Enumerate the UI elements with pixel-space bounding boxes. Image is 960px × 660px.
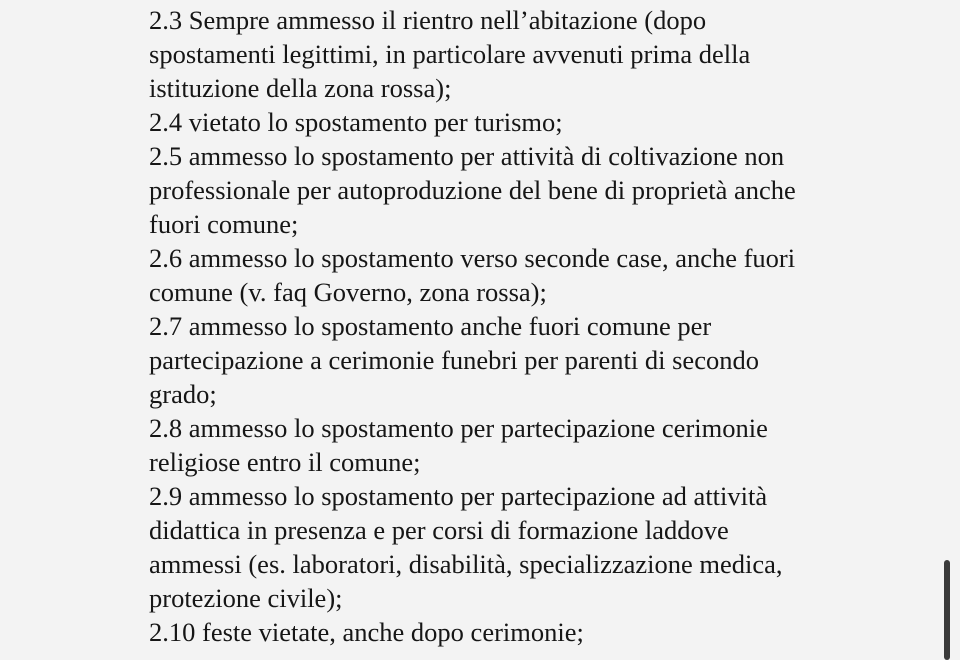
vertical-scrollbar[interactable] [944, 560, 950, 660]
text-line: spostamenti legittimi, in particolare avvenuti prima della [149, 39, 751, 69]
text-line: didattica in presenza e per corsi di formazione laddove [149, 515, 729, 545]
text-line: comune (v. faq Governo, zona rossa); [149, 277, 547, 307]
text-line: 2.7 ammesso lo spostamento anche fuori comune per [149, 311, 712, 341]
text-line: professionale per autoproduzione del bene di proprietà anche [149, 175, 796, 205]
text-line: ammessi (es. laboratori, disabilità, specializzazione medica, [149, 549, 783, 579]
text-line: 2.10 feste vietate, anche dopo cerimonie; [149, 617, 584, 647]
text-line: 2.5 ammesso lo spostamento per attività di coltivazione non [149, 141, 785, 171]
text-line: grado; [149, 379, 217, 409]
text-line: fuori comune; [149, 209, 299, 239]
text-line: 2.6 ammesso lo spostamento verso seconde case, anche fuori [149, 243, 796, 273]
text-line: partecipazione a cerimonie funebri per parenti di secondo [149, 345, 759, 375]
text-line: religiose entro il comune; [149, 447, 421, 477]
text-line: 2.4 vietato lo spostamento per turismo; [149, 107, 563, 137]
text-line: protezione civile); [149, 583, 343, 613]
text-line: 2.8 ammesso lo spostamento per partecipazione cerimonie [149, 413, 768, 443]
text-line: 2.9 ammesso lo spostamento per partecipazione ad attività [149, 481, 768, 511]
text-line: 2.3 Sempre ammesso il rientro nell’abitazione (dopo [149, 5, 707, 35]
text-line: istituzione della zona rossa); [149, 73, 452, 103]
